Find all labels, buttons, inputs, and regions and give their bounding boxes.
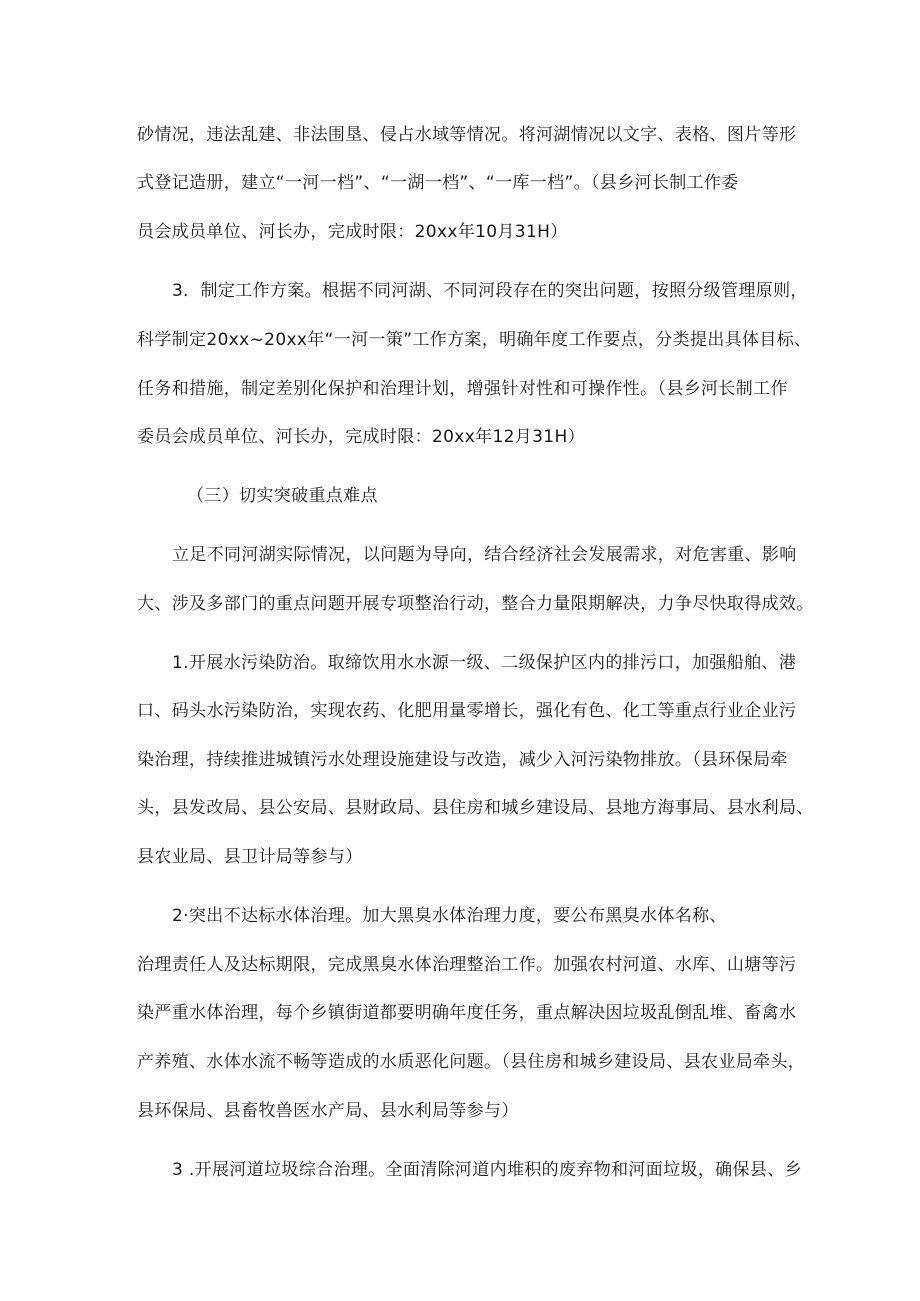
paragraph-line: 1.开展水污染防治。取缔饮用水水源一级、二级保护区内的排污口，加强船舶、港	[172, 653, 797, 673]
paragraph-line: 大、涉及多部门的重点问题开展专项整治行动，整合力量限期解决，力争尽快取得成效。	[137, 594, 814, 614]
paragraph-line: 委员会成员单位、河长办，完成时限：20xx年12月31H）	[137, 427, 585, 447]
paragraph-line: 砂情况，违法乱建、非法围垦、侵占水域等情况。将河湖情况以文字、表格、图片等形	[137, 125, 797, 145]
paragraph-line: 2·突出不达标水体治理。加大黑臭水体治理力度，要公布黑臭水体名称、	[172, 906, 727, 926]
paragraph-line: 产养殖、水体水流不畅等造成的水质恶化问题。（县住房和城乡建设局、县农业局牵头，	[137, 1052, 806, 1072]
paragraph-line: 3．制定工作方案。根据不同河湖、不同河段存在的突出问题，按照分级管理原则，	[172, 281, 808, 301]
paragraph-line: 任务和措施，制定差别化保护和治理计划，增强针对性和可操作性。（县乡河长制工作	[137, 379, 788, 399]
paragraph-line: 头，县发改局、县公安局、县财政局、县住房和城乡建设局、县地方海事局、县水利局、	[137, 798, 814, 818]
paragraph-line: 治理责任人及达标期限，完成黑臭水体治理整治工作。加强农村河道、水库、山塘等污	[137, 955, 797, 975]
paragraph-line: 染治理，持续推进城镇污水处理设施建设与改造，减少入河污染物排放。（县环保局牵	[137, 750, 788, 770]
paragraph-line: 式登记造册，建立“一河一档”、“一湖一档”、“一库一档”。（县乡河长制工作委	[137, 173, 739, 193]
paragraph-line: 染严重水体治理，每个乡镇街道都要明确年度任务，重点解决因垃圾乱倒乱堆、畜禽水	[137, 1003, 797, 1023]
paragraph-line: 科学制定20xx~20xx年“一河一策”工作方案，明确年度工作要点，分类提出具体目标、	[137, 330, 812, 350]
paragraph-line: 口、码头水污染防治，实现农药、化肥用量零增长，强化有色、化工等重点行业企业污	[137, 701, 797, 721]
paragraph-line: 县农业局、县卫计局等参与）	[137, 847, 363, 867]
paragraph-line: 员会成员单位、河长办，完成时限：20xx年10月31H）	[137, 222, 568, 242]
paragraph-line: 立足不同河湖实际情况，以问题为导向，结合经济社会发展需求，对危害重、影响	[172, 545, 797, 565]
section-heading: （三）切实突破重点难点	[187, 486, 378, 506]
paragraph-line: 县环保局、县畜牧兽医水产局、县水利局等参与）	[137, 1101, 519, 1121]
paragraph-line: 3 .开展河道垃圾综合治理。全面清除河道内堆积的废弃物和河面垃圾，确保县、乡	[172, 1160, 802, 1180]
